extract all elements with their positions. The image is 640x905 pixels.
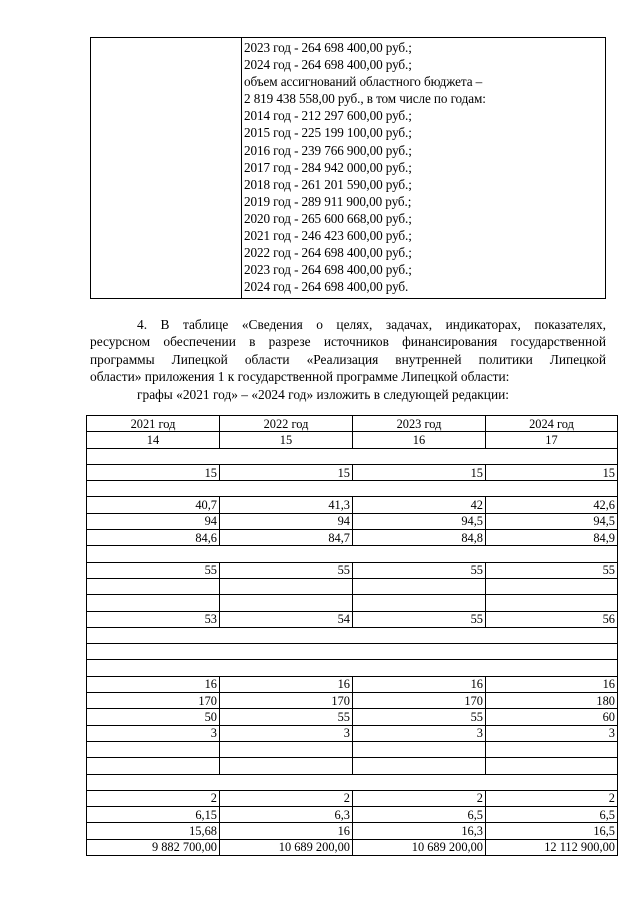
table-cell: 12 112 900,00 [486,839,618,855]
table-cell [353,758,486,774]
table-cell [486,595,618,611]
table-cell [486,758,618,774]
table-cell [87,741,220,757]
table-row [87,823,618,839]
table-cell: 15 [87,464,220,480]
budget-line: 2024 год - 264 698 400,00 руб.; [244,57,412,73]
table-cell: 94,5 [353,513,486,529]
budget-line: 2 819 438 558,00 руб., в том числе по годам: [244,91,486,107]
section-row-cell [87,546,618,562]
budget-lines-cell [242,38,605,298]
paragraph-columns-edition: графы «2021 год» – «2024 год» изложить в следующей редакции: [137,387,510,402]
table-cell: 54 [220,611,353,627]
table-cell: 84,6 [87,530,220,546]
table-cell: 50 [87,709,220,725]
column-number: 16 [353,432,486,448]
table-cell: 6,15 [87,807,220,823]
table-cell: 16 [353,676,486,692]
table-cell: 2 [486,790,618,806]
table-row [87,725,618,741]
table-cell: 42,6 [486,497,618,513]
table-cell: 9 882 700,00 [87,839,220,855]
budget-line: объем ассигнований областного бюджета – [244,74,483,90]
table-cell: 2 [87,790,220,806]
paragraph-line: области» приложения 1 к государственной программе Липецкой области: [90,369,510,385]
table-row [87,644,618,660]
header-2023: 2023 год [353,416,486,432]
table-cell: 10 689 200,00 [220,839,353,855]
budget-continuation-table [90,37,606,299]
table-cell: 15 [486,464,618,480]
table-row [87,611,618,627]
table-cell: 3 [353,725,486,741]
table-cell: 55 [353,709,486,725]
table-row [87,448,618,464]
table-row [87,595,618,611]
table-cell: 53 [87,611,220,627]
table-row [87,660,618,676]
column-number: 14 [87,432,220,448]
table-row [87,546,618,562]
section-row-cell [87,644,618,660]
table-header-row [87,416,618,432]
table-cell: 16 [87,676,220,692]
table-row [87,790,618,806]
header-2021: 2021 год [87,416,220,432]
table-cell [87,758,220,774]
table-cell: 60 [486,709,618,725]
table-row [87,578,618,594]
table-cell: 84,9 [486,530,618,546]
budget-line: 2017 год - 284 942 000,00 руб.; [244,159,412,175]
table-row [87,627,618,643]
table-left-cell [91,38,242,298]
table-cell: 56 [486,611,618,627]
table-cell: 6,5 [486,807,618,823]
table-cell: 16 [220,676,353,692]
table-cell: 15 [220,464,353,480]
table-cell [486,578,618,594]
budget-line: 2016 год - 239 766 900,00 руб.; [244,142,412,158]
table-cell: 55 [486,562,618,578]
section-row-cell [87,660,618,676]
table-cell: 170 [353,693,486,709]
table-cell: 55 [353,611,486,627]
section-row-cell [87,481,618,497]
table-row [87,562,618,578]
table-row [87,530,618,546]
table-cell [353,741,486,757]
table-row [87,709,618,725]
table-cell: 94,5 [486,513,618,529]
paragraph-line: ресурсном обеспечении в разрезе источников финансирования государственной [90,334,606,350]
table-cell [220,595,353,611]
budget-line: 2014 год - 212 297 600,00 руб.; [244,108,412,124]
table-cell [353,595,486,611]
table-cell: 40,7 [87,497,220,513]
table-cell: 16,5 [486,823,618,839]
table-cell: 55 [220,709,353,725]
budget-line: 2024 год - 264 698 400,00 руб. [244,279,409,295]
table-cell: 55 [220,562,353,578]
budget-line: 2023 год - 264 698 400,00 руб.; [244,40,412,55]
table-cell [87,595,220,611]
table-cell [220,758,353,774]
column-number: 17 [486,432,618,448]
table-cell: 94 [87,513,220,529]
table-cell: 15 [353,464,486,480]
table-row [87,676,618,692]
paragraph-line: 4. В таблице «Сведения о целях, задачах, индикаторах, показателях, [137,317,606,332]
table-cell: 170 [87,693,220,709]
budget-line: 2018 год - 261 201 590,00 руб.; [244,176,412,192]
budget-line: 2022 год - 264 698 400,00 руб.; [244,245,412,261]
budget-line: 2015 год - 225 199 100,00 руб.; [244,125,412,141]
header-2024: 2024 год [486,416,618,432]
paragraph-line: программы Липецкой области «Реализация внутренней политики Липецкой [90,351,606,367]
table-column-number-row [87,432,618,448]
table-cell [353,578,486,594]
table-row [87,839,618,855]
table-cell [220,741,353,757]
table-cell: 3 [486,725,618,741]
table-cell [220,578,353,594]
paragraph-table-change [90,316,606,386]
table-row [87,693,618,709]
table-cell: 6,3 [220,807,353,823]
table-cell: 2 [220,790,353,806]
table-row [87,513,618,529]
table-cell: 2 [353,790,486,806]
table-row [87,464,618,480]
table-row [87,807,618,823]
table-cell: 180 [486,693,618,709]
budget-line: 2019 год - 289 911 900,00 руб.; [244,193,412,209]
table-cell: 16,3 [353,823,486,839]
table-cell: 170 [220,693,353,709]
table-cell: 42 [353,497,486,513]
table-cell: 16 [220,823,353,839]
header-2022: 2022 год [220,416,353,432]
table-row [87,481,618,497]
table-row [87,758,618,774]
column-number: 15 [220,432,353,448]
table-row [87,741,618,757]
budget-line: 2021 год - 246 423 600,00 руб.; [244,228,412,244]
table-cell: 6,5 [353,807,486,823]
indicators-table [86,415,618,856]
table-cell: 84,8 [353,530,486,546]
budget-line: 2020 год - 265 600 668,00 руб.; [244,210,412,226]
table-cell: 84,7 [220,530,353,546]
table-cell: 41,3 [220,497,353,513]
table-row [87,497,618,513]
table-cell: 3 [87,725,220,741]
table-cell: 10 689 200,00 [353,839,486,855]
table-cell: 16 [486,676,618,692]
budget-line: 2023 год - 264 698 400,00 руб.; [244,262,412,278]
section-row-cell [87,627,618,643]
table-row [87,774,618,790]
section-row-cell [87,774,618,790]
section-row-cell [87,448,618,464]
table-cell: 15,68 [87,823,220,839]
table-cell: 3 [220,725,353,741]
table-cell [486,741,618,757]
table-cell: 94 [220,513,353,529]
table-cell [87,578,220,594]
table-cell: 55 [87,562,220,578]
table-cell: 55 [353,562,486,578]
